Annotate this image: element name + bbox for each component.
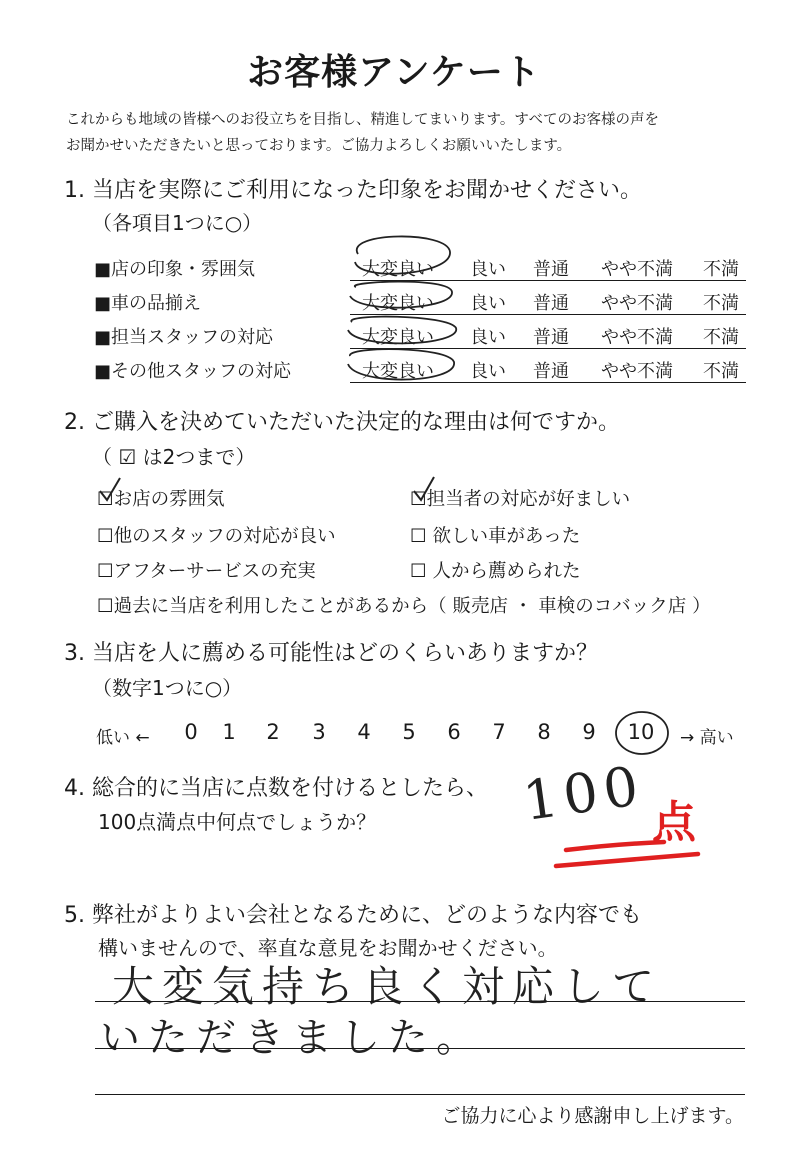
q3-scale-7[interactable]: 7 <box>492 720 506 744</box>
q4-red-underline <box>556 854 698 866</box>
page-title: お客様アンケート <box>247 52 541 93</box>
checkbox-icon[interactable]: ☐ <box>97 561 114 582</box>
q3-scale-5[interactable]: 5 <box>402 720 416 744</box>
q1-option-normal[interactable]: 普通 <box>533 293 569 314</box>
q4-title-line-1: 4. 総合的に当店に点数を付けるとしたら、 <box>64 776 488 801</box>
q3-low-label: 低い ← <box>96 728 150 748</box>
q3-scale-0[interactable]: 0 <box>184 720 198 744</box>
q1-row-rule <box>350 348 746 349</box>
q1-row-label: ■店の印象・雰囲気 <box>94 259 256 280</box>
q4-title-line-2: 100点満点中何点でしょうか？ <box>98 810 377 834</box>
q1-row-rule <box>350 382 746 383</box>
q5-answer-line-2: いただきました。 <box>100 1015 484 1061</box>
q1-option-very-good[interactable]: 大変良い <box>362 259 434 280</box>
q2-item-past-use[interactable] <box>97 592 711 618</box>
checkbox-icon[interactable]: ☐ <box>97 596 114 617</box>
q1-option-normal[interactable]: 普通 <box>533 361 569 382</box>
checkbox-icon[interactable]: ☐ <box>410 489 427 510</box>
q1-option-somewhat-dissatisfied[interactable]: やや不満 <box>601 259 673 280</box>
q3-scale-6[interactable]: 6 <box>447 720 461 744</box>
q4-score-answer: 100 <box>519 753 648 833</box>
q1-row-rule <box>350 314 746 315</box>
q2-title: 2. ご購入を決めていただいた決定的な理由は何ですか。 <box>64 410 620 435</box>
q2-item-wanted-car[interactable] <box>410 522 580 548</box>
intro-line-1: これからも地域の皆様へのお役立ちを目指し、精進してまいります。すべてのお客様の声を <box>66 112 660 128</box>
q3-scale-3[interactable]: 3 <box>312 720 326 744</box>
q2-item-label: 過去に当店を利用したことがあるから（ 販売店 ・ 車検のコバック店 ） <box>113 596 711 617</box>
q1-option-very-good[interactable]: 大変良い <box>362 293 434 314</box>
q1-option-normal[interactable]: 普通 <box>533 259 569 280</box>
q1-option-dissatisfied[interactable]: 不満 <box>703 293 739 314</box>
q1-option-very-good[interactable]: 大変良い <box>362 327 434 348</box>
q4-red-underline <box>566 842 664 850</box>
q2-item-label: 担当者の対応が好ましい <box>426 489 631 510</box>
answer-line <box>95 1094 745 1095</box>
q1-option-somewhat-dissatisfied[interactable]: やや不満 <box>601 293 673 314</box>
q1-option-dissatisfied[interactable]: 不満 <box>703 361 739 382</box>
q3-subtitle: （数字1つに○） <box>92 676 243 700</box>
footer-thanks: ご協力に心より感謝申し上げます。 <box>441 1105 744 1127</box>
q3-scale-1[interactable]: 1 <box>222 720 236 744</box>
q2-item-label: アフターサービスの充実 <box>113 561 316 582</box>
q1-option-good[interactable]: 良い <box>470 293 506 314</box>
q5-title-line-1: 5. 弊社がよりよい会社となるために、どのような内容でも <box>64 903 642 928</box>
q2-item-label: お店の雰囲気 <box>113 489 225 510</box>
q1-option-dissatisfied[interactable]: 不満 <box>703 259 739 280</box>
q2-item-after-service[interactable] <box>97 557 316 583</box>
q1-option-dissatisfied[interactable]: 不満 <box>703 327 739 348</box>
q1-row-rule <box>350 280 746 281</box>
q1-subtitle: （各項目1つに○） <box>92 211 263 235</box>
checkbox-icon[interactable]: ☐ <box>410 526 427 547</box>
q2-item-staff-response[interactable] <box>410 485 630 511</box>
q5-answer-line-1: 大変気持ち良く対応して <box>112 962 663 1011</box>
checkbox-icon[interactable]: ☐ <box>97 489 114 510</box>
q1-option-somewhat-dissatisfied[interactable]: やや不満 <box>601 327 673 348</box>
q5-title-line-2: 構いませんので、率直な意見をお聞かせください。 <box>98 936 558 960</box>
q1-title: 1. 当店を実際にご利用になった印象をお聞かせください。 <box>64 178 642 203</box>
q3-title: 3. 当店を人に薦める可能性はどのくらいありますか？ <box>64 641 598 666</box>
q2-item-atmosphere[interactable] <box>97 485 225 511</box>
q1-option-normal[interactable]: 普通 <box>533 327 569 348</box>
q3-scale-2[interactable]: 2 <box>266 720 280 744</box>
q1-row-label: ■その他スタッフの対応 <box>94 361 292 382</box>
q1-option-good[interactable]: 良い <box>470 361 506 382</box>
q3-scale-8[interactable]: 8 <box>537 720 551 744</box>
q2-item-other-staff[interactable] <box>97 522 336 548</box>
answer-line <box>95 1048 745 1049</box>
answer-line <box>95 1001 745 1002</box>
checkbox-icon[interactable]: ☐ <box>97 526 114 547</box>
intro-line-2: お聞かせいただきたいと思っております。ご協力よろしくお願いいたします。 <box>66 138 572 154</box>
checkbox-icon[interactable]: ☐ <box>410 561 427 582</box>
q1-option-very-good[interactable]: 大変良い <box>362 361 434 382</box>
q3-scale-10[interactable]: 10 <box>627 720 655 744</box>
q1-option-somewhat-dissatisfied[interactable]: やや不満 <box>601 361 673 382</box>
q2-subtitle: （ ☑ は2つまで） <box>92 445 256 469</box>
q2-item-label: 人から薦められた <box>432 561 581 582</box>
q2-item-label: 他のスタッフの対応が良い <box>113 526 336 547</box>
q1-option-good[interactable]: 良い <box>470 327 506 348</box>
q4-score-unit: 点 <box>652 797 696 848</box>
q1-option-good[interactable]: 良い <box>470 259 506 280</box>
q3-high-label: → 高い <box>680 728 734 748</box>
q2-item-label: 欲しい車があった <box>432 526 581 547</box>
q1-row-label: ■担当スタッフの対応 <box>94 327 274 348</box>
q3-scale-9[interactable]: 9 <box>582 720 596 744</box>
q1-row-label: ■車の品揃え <box>94 293 202 314</box>
q2-item-recommended[interactable] <box>410 557 581 583</box>
q3-scale-4[interactable]: 4 <box>357 720 371 744</box>
